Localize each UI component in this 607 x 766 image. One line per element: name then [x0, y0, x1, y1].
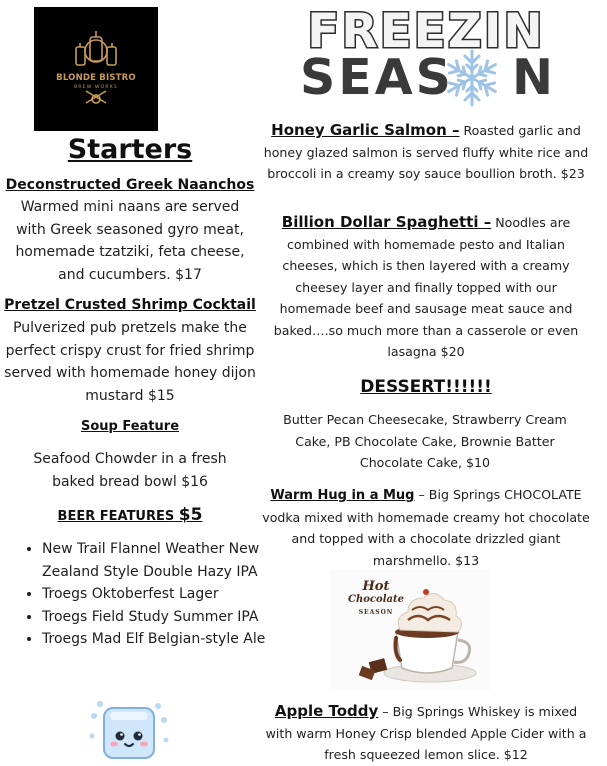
naanchos-name: Deconstructed Greek Naanchos	[5, 177, 255, 193]
salmon-entry	[262, 120, 590, 185]
hug-mug-entry	[262, 484, 590, 571]
naanchos-desc: Warmed mini naans are served with Greek seasoned gyro meat, homemade tzatziki, feta cheese, and cucumbers. $17	[15, 199, 245, 283]
ice-cube-icon	[88, 696, 170, 760]
title-line-2	[300, 49, 557, 106]
logo-subtitle: BREW WORKS	[74, 85, 118, 90]
logo-name: BLONDE BISTRO	[56, 73, 136, 83]
beer-heading-label: BEER FEATURES	[57, 509, 175, 524]
spaghetti-entry	[262, 212, 590, 363]
title-line-2-a: SEAS	[300, 49, 454, 106]
beer-price: $5	[178, 505, 203, 525]
shrimp-cocktail-desc: Pulverized pub pretzels make the perfect crispy crust for fried shrimp served with homemade honey dijon mustard $15	[4, 320, 256, 404]
bistro-logo	[34, 7, 158, 131]
spaghetti-name: Billion Dollar Spaghetti –	[281, 213, 492, 231]
cocoa-art-label	[344, 580, 408, 619]
apple-toddy-entry	[262, 701, 590, 766]
hug-mug-name: Warm Hug in a Mug	[270, 488, 415, 503]
salmon-name: Honey Garlic Salmon –	[271, 121, 460, 139]
title-line-1: FREEZIN	[307, 4, 545, 59]
title-line-2-b: N	[512, 49, 557, 106]
dessert-desc: Butter Pecan Cheesecake, Strawberry Cream Cake, PB Chocolate Cake, Brownie Batter Chocolate Cake, $10	[283, 412, 567, 470]
starters-heading: Starters	[67, 134, 193, 165]
cocoa-art-line1: Hot	[362, 579, 390, 594]
snowflake-icon	[440, 48, 504, 108]
hug-mug-desc: – Big Springs CHOCOLATE vodka mixed with homemade creamy hot chocolate and topped with a chocolate drizzled giant marshmello. $13	[262, 487, 590, 568]
beer-item: • Troegs Oktoberfest Lager	[42, 583, 282, 606]
soup-heading: Soup Feature	[80, 419, 180, 434]
apple-toddy-desc: – Big Springs Whiskey is mixed with warm Honey Crisp blended Apple Cider with a fresh squeezed lemon slice. $12	[265, 704, 587, 762]
beer-list	[22, 538, 282, 651]
salmon-desc: Roasted garlic and honey glazed salmon is served fluffy white rice and broccoli in a creamy soy sauce boullion broth. $23	[263, 123, 589, 181]
beer-item: • Troegs Mad Elf Belgian-style Ale	[42, 628, 282, 651]
apple-toddy-name: Apple Toddy	[274, 702, 379, 720]
beer-item: • New Trail Flannel Weather New Zealand Style Double Hazy IPA	[42, 538, 282, 583]
cocoa-art-line2: Chocolate	[348, 594, 404, 605]
shrimp-cocktail-name: Pretzel Crusted Shrimp Cocktail	[4, 297, 256, 313]
beer-item: • Troegs Field Study Summer IPA	[42, 606, 282, 629]
brewery-icon	[34, 7, 158, 131]
cocoa-art-line3: SEASON	[358, 609, 394, 616]
beer-heading	[4, 505, 256, 527]
spaghetti-desc: Noodles are combined with homemade pesto and Italian cheeses, which is then layered with a creamy cheesey layer and finally topped with our homemade beef and sausage meat sauce and baked….so much more than a casserole or even lasagna $20	[273, 215, 579, 359]
soup-desc: Seafood Chowder in a fresh baked bread bowl $16	[33, 451, 227, 490]
dessert-heading: DESSERT!!!!!!	[360, 377, 492, 397]
